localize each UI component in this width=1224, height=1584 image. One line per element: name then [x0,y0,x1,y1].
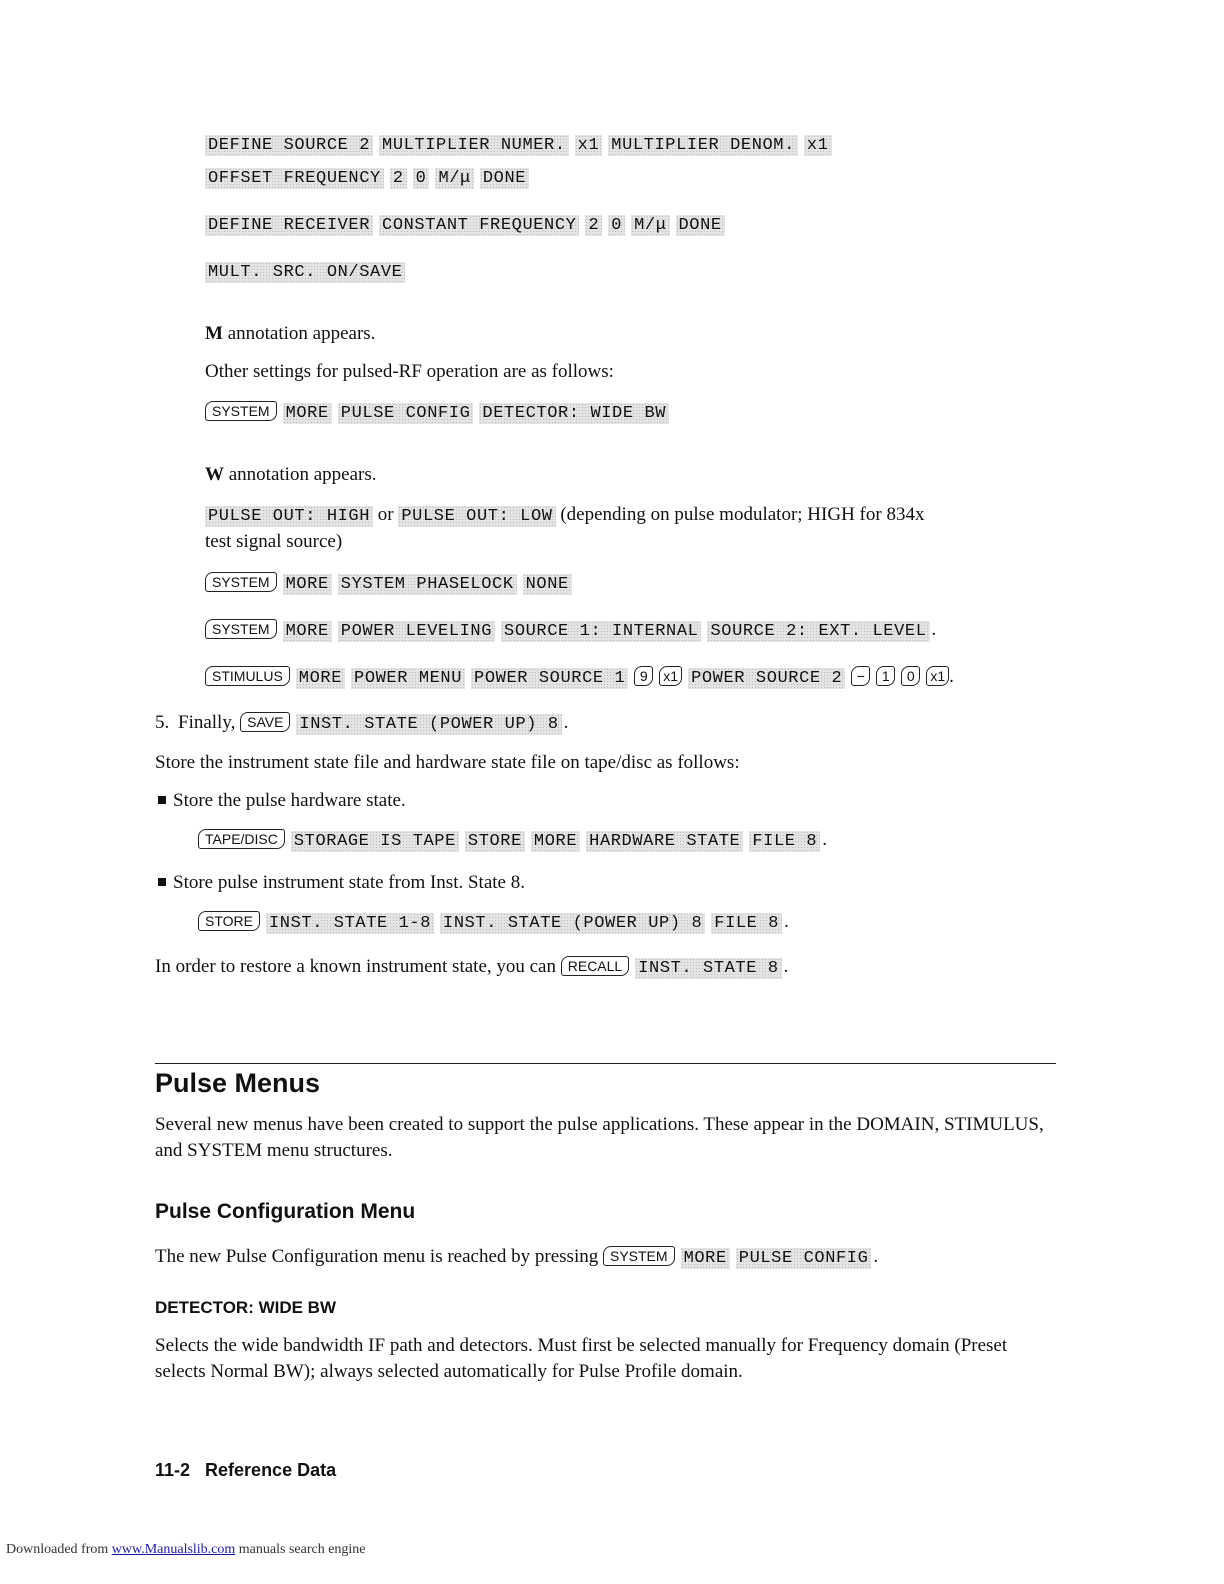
softkey-line-offset [205,164,535,192]
softkey-define-source-2[interactable]: DEFINE SOURCE 2 [205,135,373,156]
softkey-inst-state-8[interactable]: INST. STATE 8 [635,958,781,979]
system-line-leveling [205,617,936,645]
or-text: or [373,504,399,525]
pulse-out-line [205,502,924,530]
bullet-square-icon [158,878,166,886]
m-annotation-text [205,321,375,347]
softkey-m-mu[interactable]: M/μ [631,215,669,236]
detector-wide-bw-heading: DETECTOR: WIDE BW [155,1298,337,1317]
softkey-more[interactable]: MORE [283,574,332,595]
softkey-detector-wide-bw[interactable]: DETECTOR: WIDE BW [479,403,669,424]
pulse-menus-heading: Pulse Menus [155,1068,321,1098]
system-key[interactable]: SYSTEM [603,1246,675,1266]
system-key[interactable]: SYSTEM [205,572,277,592]
period: . [822,829,827,850]
softkey-constant-frequency[interactable]: CONSTANT FREQUENCY [379,215,579,236]
key-0[interactable]: 0 [901,666,920,686]
softkey-more[interactable]: MORE [283,621,332,642]
softkey-pulse-out-high[interactable]: PULSE OUT: HIGH [205,506,373,527]
softkey-more[interactable]: MORE [283,403,332,424]
bullet-square-icon [158,796,166,804]
restore-text: In order to restore a known instrument state, you can [155,956,556,977]
softkey-0[interactable]: 0 [608,215,625,236]
pulse-out-note-line2: test signal source) [205,531,343,552]
softkey-store[interactable]: STORE [465,831,525,852]
w-letter: W [205,464,224,485]
step-5-text: Finally, [178,712,236,733]
softkey-line-define-source [205,131,838,159]
store-line [198,909,789,937]
period: . [873,1246,879,1267]
pulse-configuration-menu-heading: Pulse Configuration Menu [155,1200,416,1223]
detector-wide-bw-body: Selects the wide bandwidth IF path and detectors. Must first be selected manually for Frequency domain (Preset selects Normal BW); always selected automatically for Pulse Profile domain. [155,1335,1008,1382]
system-key[interactable]: SYSTEM [205,401,277,421]
softkey-system-phaselock[interactable]: SYSTEM PHASELOCK [338,574,517,595]
stimulus-key[interactable]: STIMULUS [205,666,290,686]
softkey-power-leveling[interactable]: POWER LEVELING [338,621,495,642]
softkey-power-menu[interactable]: POWER MENU [351,668,465,689]
softkey-inst-state-power-up-8[interactable]: INST. STATE (POWER UP) 8 [440,913,705,934]
save-key[interactable]: SAVE [240,712,290,732]
softkey-0[interactable]: 0 [413,168,430,189]
other-settings-text: Other settings for pulsed-RF operation are as follows: [205,361,614,382]
softkey-file-8[interactable]: FILE 8 [711,913,782,934]
w-annotation-label: annotation appears. [224,464,377,485]
softkey-pulse-config[interactable]: PULSE CONFIG [736,1248,872,1269]
manualslib-link[interactable]: www.Manualslib.com [111,1542,236,1557]
tape-disc-line [198,827,827,855]
softkey-inst-state-power-up-8[interactable]: INST. STATE (POWER UP) 8 [296,714,561,735]
step-5-line [155,710,568,738]
step-number: 5. [155,712,170,733]
softkey-line-mult-src [205,258,411,286]
recall-key[interactable]: RECALL [561,956,629,976]
download-prefix: Downloaded from [6,1542,112,1557]
softkey-power-source-1[interactable]: POWER SOURCE 1 [471,668,628,689]
softkey-inst-state-1-8[interactable]: INST. STATE 1-8 [266,913,434,934]
pulse-menus-body: Several new menus have been created to support the pulse applications. These appear in the DOMAIN, STIMULUS, and SYSTEM menu structures. [155,1114,1044,1161]
pulse-config-text: The new Pulse Configuration menu is reached by pressing [155,1246,599,1267]
softkey-source-2-ext-level[interactable]: SOURCE 2: EXT. LEVEL [707,621,929,642]
bullet-1-text: Store the pulse hardware state. [173,790,406,811]
softkey-m-mu[interactable]: M/μ [435,168,473,189]
softkey-offset-frequency[interactable]: OFFSET FREQUENCY [205,168,384,189]
softkey-pulse-out-low[interactable]: PULSE OUT: LOW [398,506,555,527]
restore-line [155,954,788,982]
bullet-2-text: Store pulse instrument state from Inst. State 8. [173,872,525,893]
system-line-phaselock [205,570,578,598]
store-key[interactable]: STORE [198,911,260,931]
key-9[interactable]: 9 [634,666,653,686]
softkey-storage-is-tape[interactable]: STORAGE IS TAPE [291,831,459,852]
store-intro-text: Store the instrument state file and hardware state file on tape/disc as follows: [155,752,740,773]
softkey-x1[interactable]: x1 [804,135,832,156]
softkey-mult-src-on-save[interactable]: MULT. SRC. ON/SAVE [205,262,405,283]
download-notice [6,1542,366,1558]
system-key[interactable]: SYSTEM [205,619,277,639]
softkey-done[interactable]: DONE [676,215,725,236]
m-letter: M [205,323,223,344]
softkey-file-8[interactable]: FILE 8 [749,831,820,852]
key-x1[interactable]: x1 [659,666,682,686]
softkey-define-receiver[interactable]: DEFINE RECEIVER [205,215,373,236]
period: . [949,666,954,687]
softkey-x1[interactable]: x1 [575,135,603,156]
pulse-config-line [155,1244,878,1272]
page-footer: 11-2 Reference Data [155,1460,337,1480]
period: . [784,911,789,932]
softkey-multiplier-numer[interactable]: MULTIPLIER NUMER. [379,135,569,156]
bullet-1 [158,788,406,814]
softkey-power-source-2[interactable]: POWER SOURCE 2 [688,668,845,689]
softkey-source-1-internal[interactable]: SOURCE 1: INTERNAL [501,621,701,642]
softkey-line-define-receiver [205,211,731,239]
softkey-none[interactable]: NONE [523,574,572,595]
key-1[interactable]: 1 [876,666,895,686]
softkey-more[interactable]: MORE [681,1248,730,1269]
pulse-out-note: (depending on pulse modulator; HIGH for 834x [555,504,925,525]
softkey-more[interactable]: MORE [531,831,580,852]
stimulus-line-power [205,664,954,692]
softkey-done[interactable]: DONE [480,168,529,189]
system-line-detector [205,399,675,427]
key-x1[interactable]: x1 [926,666,949,686]
download-suffix: manuals search engine [235,1542,366,1557]
section-divider [155,1063,1056,1064]
m-annotation-label: annotation appears. [222,323,376,344]
softkey-multiplier-denom[interactable]: MULTIPLIER DENOM. [608,135,798,156]
softkey-hardware-state[interactable]: HARDWARE STATE [586,831,743,852]
w-annotation-text [205,462,376,488]
softkey-pulse-config[interactable]: PULSE CONFIG [338,403,474,424]
bullet-2 [158,870,525,896]
softkey-2[interactable]: 2 [585,215,602,236]
period: . [931,619,937,640]
softkey-more[interactable]: MORE [296,668,345,689]
key-minus[interactable]: − [851,666,870,686]
tape-disc-key[interactable]: TAPE/DISC [198,829,285,849]
softkey-2[interactable]: 2 [390,168,407,189]
period: . [563,712,569,733]
period: . [783,956,789,977]
